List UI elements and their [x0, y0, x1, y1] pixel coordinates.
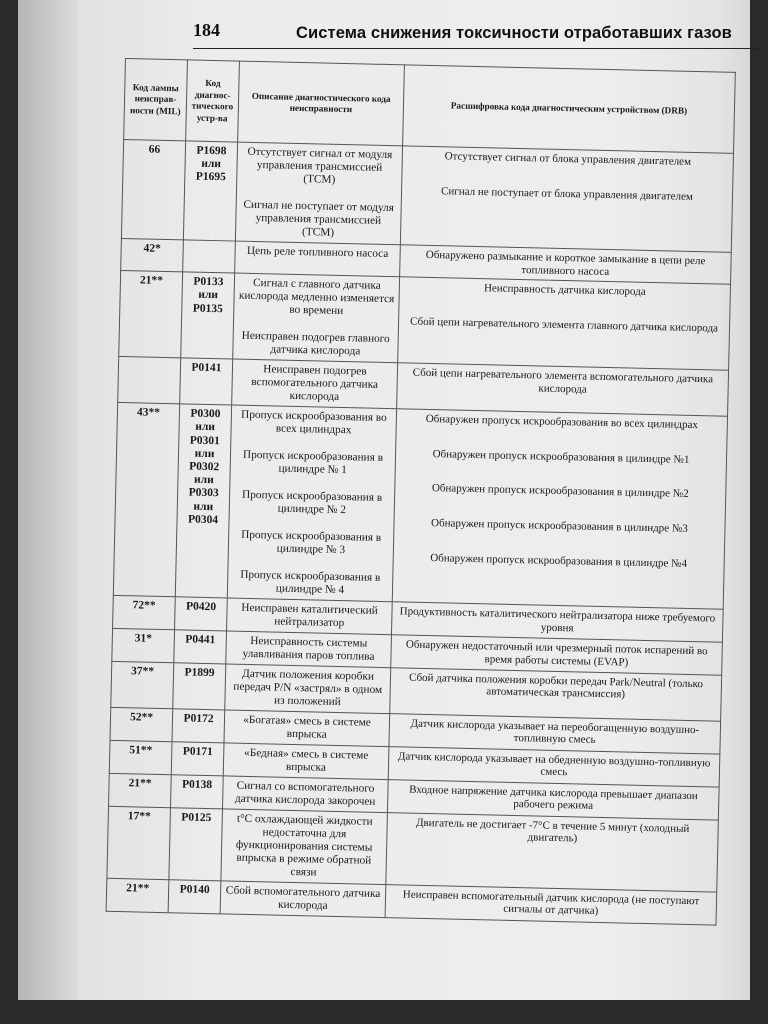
decoding-cell-line: Сигнал не поступает от блока управления двигателем — [440, 184, 694, 203]
dtc-code-cell-line: P1695 — [195, 171, 226, 184]
description-cell — [225, 664, 391, 714]
dtc-code-cell-line: P0303 — [188, 486, 219, 500]
mil-code-cell-line: 21** — [128, 777, 152, 790]
dtc-code-cell-line: P0304 — [187, 513, 219, 527]
decoding-cell-line: Сбой цепи нагревательного элемента вспомогательного датчика кислорода — [412, 366, 714, 396]
description-cell — [224, 710, 390, 747]
dtc-code-cell-line: P0138 — [181, 778, 213, 791]
description-cell-line: Неисправен каталитический нейтрализатор — [241, 601, 378, 630]
mil-code-cell — [111, 661, 174, 708]
table-row — [107, 806, 718, 892]
description-cell — [235, 142, 402, 245]
mil-code-cell-line: 52** — [129, 711, 154, 724]
column-header-description: Описание диагностического кода неисправности — [238, 61, 405, 146]
dtc-code-cell-line: P0135 — [192, 302, 223, 315]
table-wrapper — [106, 58, 735, 925]
decoding-cell — [386, 812, 719, 891]
description-cell-line: Сигнал со вспомогательного датчика кислорода закорочен — [234, 779, 376, 808]
dtc-code-cell — [171, 774, 224, 808]
dtc-code-cell-line: или — [194, 447, 215, 460]
description-cell-line: «Бедная» смесь в системе впрыска — [243, 746, 369, 774]
mil-code-cell — [119, 271, 183, 358]
dtc-code-cell — [181, 272, 235, 359]
description-cell — [223, 743, 389, 780]
table-row — [121, 139, 733, 252]
dtc-code-cell-line: или — [201, 157, 222, 171]
mil-code-cell-line: 72** — [132, 599, 156, 612]
mil-code-cell — [107, 806, 171, 879]
decoding-cell — [400, 146, 733, 252]
column-header-dtc: Код диагнос-тического устр-ва — [186, 60, 240, 142]
description-cell-line: t°C охлаждающей жидкости недостаточна для функционирования системы впрыска в режиме обратной связи — [235, 812, 373, 879]
dtc-code-cell — [171, 742, 224, 776]
description-cell — [222, 776, 388, 813]
description-cell — [221, 809, 388, 885]
table-header-row — [124, 59, 736, 154]
table-body — [106, 139, 733, 924]
dtc-code-cell-line: P0172 — [183, 712, 214, 725]
mil-code-cell — [112, 628, 175, 662]
dtc-code-cell-line: P0301 — [189, 434, 220, 447]
description-cell-line: Пропуск искрообразования в цилиндре № 4 — [240, 568, 381, 597]
decoding-cell — [398, 277, 731, 370]
dtc-code-cell-line: P0300 — [190, 407, 221, 421]
page-number: 184 — [193, 20, 220, 40]
decoding-cell-line: Датчик кислорода указывает на обедненную воздушно-топливную смесь — [397, 750, 711, 779]
decoding-cell-line: Входное напряжение датчика кислорода превышает диапазон рабочего режима — [409, 783, 698, 813]
description-cell-line: Отсутствует сигнал от модуля управления трансмиссией (TCM) — [247, 145, 393, 186]
description-cell-line: Цепь реле топливного насоса — [246, 244, 389, 260]
decoding-cell — [390, 668, 722, 721]
page-title: Система снижения токсичности отработавших газов — [296, 24, 732, 42]
dtc-code-cell — [174, 630, 227, 664]
table-row — [119, 271, 731, 371]
mil-code-cell-line: 66 — [148, 143, 161, 156]
description-cell — [232, 359, 398, 409]
dtc-code-cell — [183, 141, 237, 241]
decoding-cell-line: Сбой цепи нагревательного элемента главного датчика кислорода — [409, 315, 719, 335]
dtc-code-cell-line: или — [198, 289, 219, 302]
description-cell-line: Пропуск искрообразования во всех цилиндрах — [240, 408, 387, 437]
decoding-cell-line: Обнаружен пропуск искрообразования в цилиндре №2 — [431, 482, 689, 501]
decoding-cell-line: Отсутствует сигнал от блока управления двигателем — [444, 150, 692, 168]
page-spine-shadow — [18, 0, 78, 1000]
mil-code-cell-line: 31* — [134, 632, 153, 645]
dtc-code-cell-line: P0441 — [185, 633, 216, 647]
decoding-cell-line: Двигатель не достигает -7°С в течение 5 минут (холодный двигатель) — [415, 816, 690, 845]
description-cell-line: Пропуск искрообразования в цилиндре № 1 — [242, 448, 384, 477]
description-cell — [227, 598, 393, 635]
description-cell-line: Пропуск искрообразования в цилиндре № 2 — [241, 488, 383, 517]
dtc-code-cell-line: P0141 — [191, 361, 222, 375]
dtc-code-cell-line: P0171 — [182, 745, 213, 758]
decoding-cell — [385, 884, 717, 924]
mil-code-cell — [121, 238, 184, 272]
decoding-cell-line: Обнаружен пропуск искрообразования в цилиндре №1 — [432, 447, 690, 466]
mil-code-cell — [106, 878, 169, 912]
decoding-cell-line: Обнаружен пропуск искрообразования в цилиндре №4 — [430, 551, 688, 570]
dtc-code-cell — [172, 709, 225, 743]
mil-code-cell-line: 42* — [143, 242, 161, 255]
description-cell-line: Датчик положения коробки передач P/N «застрял» в одном из положений — [233, 667, 383, 708]
description-cell-line: Сбой вспомогательного датчика кислорода — [225, 884, 381, 912]
decoding-cell-line: Неисправен вспомогательный датчик кислорода (не поступают сигналы от датчика) — [402, 888, 700, 918]
description-cell — [235, 241, 401, 277]
description-cell-line: Пропуск искрообразования в цилиндре № 3 — [241, 528, 382, 557]
mil-code-cell-line: 21** — [139, 274, 164, 288]
decoding-cell-line: Сбой датчика положения коробки передач Park/Neutral (только автоматическая трансмиссия) — [408, 671, 704, 701]
diagnostic-codes-table — [106, 58, 736, 925]
mil-code-cell-line: 43** — [136, 406, 161, 419]
dtc-code-cell — [175, 597, 228, 631]
column-header-mil: Код лампы неисправ-ности (MIL) — [124, 59, 188, 141]
description-cell — [226, 631, 392, 668]
dtc-code-cell — [180, 358, 233, 405]
decoding-cell-line: Обнаружен пропуск искрообразования в цилиндре №3 — [430, 517, 689, 535]
mil-code-cell — [109, 740, 172, 774]
dtc-code-cell-line: P0302 — [189, 460, 220, 474]
description-cell-line: Неисправность системы улавливания паров топлива — [242, 634, 375, 663]
mil-code-cell — [109, 773, 172, 807]
column-header-decoding: Расшифровка кода диагностическим устройством (DRB) — [403, 65, 736, 153]
dtc-code-cell-line: P1698 — [196, 144, 227, 158]
dtc-code-cell-line: или — [195, 420, 216, 434]
description-cell-line: Сигнал не поступает от модуля управления трансмиссией (TCM) — [243, 198, 395, 239]
mil-code-cell-line: 21** — [126, 881, 150, 895]
description-cell — [227, 405, 396, 602]
dtc-code-cell-line: P0420 — [185, 600, 217, 614]
dtc-code-cell — [168, 879, 221, 913]
mil-code-cell — [118, 357, 181, 404]
page-header — [193, 18, 758, 49]
description-cell-line: Неисправен подогрев вспомогательного датчика кислорода — [251, 363, 379, 404]
dtc-code-cell-line: P1899 — [184, 666, 215, 680]
dtc-code-cell — [175, 404, 231, 598]
decoding-cell-line: Обнаружен недостаточный или чрезмерный поток испарений во время работы системы (EVAP) — [405, 638, 708, 669]
mil-code-cell — [121, 139, 185, 239]
decoding-cell — [397, 363, 729, 416]
mil-code-cell — [113, 402, 179, 596]
dtc-code-cell — [173, 663, 226, 710]
description-cell-line: Неисправен подогрев главного датчика кислорода — [241, 329, 390, 358]
description-cell-line: Сигнал с главного датчика кислорода медленно изменяется во времени — [238, 277, 395, 318]
dtc-code-cell-line: P0133 — [193, 275, 224, 289]
decoding-cell-line: Обнаружен пропуск искрообразования во всех цилиндрах — [425, 412, 699, 432]
dtc-code-cell-line: P0125 — [181, 811, 212, 824]
dtc-code-cell-line: P0140 — [179, 883, 210, 896]
dtc-code-cell-line: или — [193, 500, 214, 513]
decoding-cell-line: Продуктивность каталитического нейтрализатора ниже требуемого уровня — [399, 605, 716, 634]
table-row — [113, 402, 727, 609]
mil-code-cell-line: 17** — [127, 809, 151, 823]
description-cell-line: «Богатая» смесь в системе впрыска — [243, 713, 371, 741]
mil-code-cell — [110, 707, 173, 741]
mil-code-cell-line: 37** — [130, 665, 155, 678]
dtc-code-cell — [169, 807, 223, 880]
mil-code-cell-line: 51** — [129, 744, 153, 757]
decoding-cell-line: Неисправность датчика кислорода — [483, 282, 646, 299]
decoding-cell-line: Датчик кислорода указывает на переобогащенную воздушно-топливную смесь — [410, 717, 700, 747]
dtc-code-cell — [183, 240, 236, 273]
description-cell — [220, 881, 386, 918]
dtc-code-cell-line: или — [193, 473, 214, 487]
decoding-cell — [392, 409, 727, 609]
description-cell — [233, 273, 400, 363]
mil-code-cell — [113, 595, 176, 629]
decoding-cell-line: Обнаружено размыкание и короткое замыкание в цепи реле топливного насоса — [425, 248, 706, 278]
